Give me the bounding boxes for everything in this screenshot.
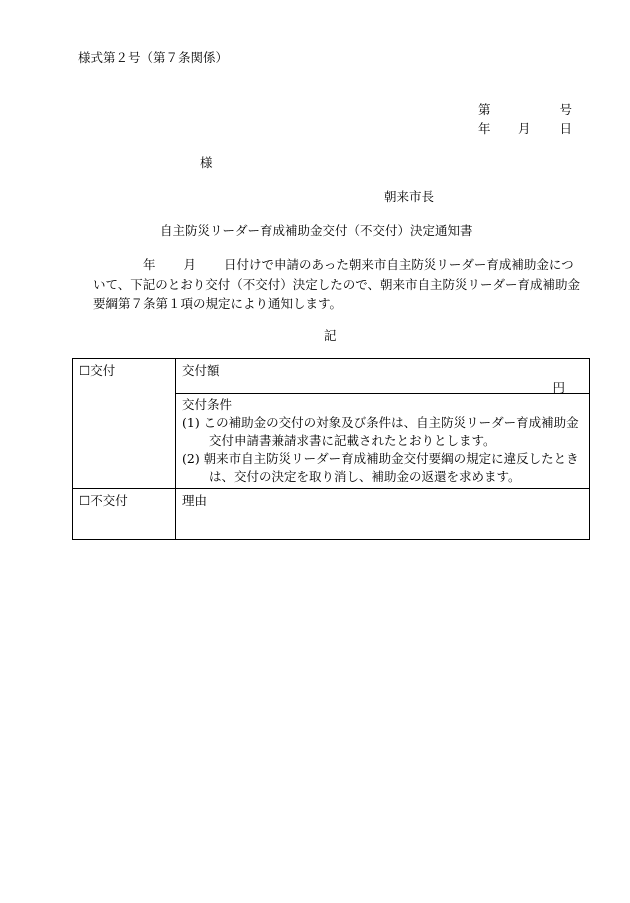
condition-item: (2) 朝来市自主防災リーダー育成補助金交付要綱の規定に違反したときは、交付の決定を取り消し、補助金の返還を求めます。: [182, 451, 579, 484]
date-year: 年: [478, 121, 491, 136]
conditions-title: 交付条件: [182, 397, 233, 412]
recipient-suffix: 様: [200, 155, 213, 170]
grant-decision-table: [72, 358, 590, 540]
conditions-cell: [176, 394, 590, 489]
grant-amount-row: [73, 359, 590, 394]
grant-label: ☐交付: [73, 359, 176, 489]
body-year: 年: [143, 257, 156, 272]
body-paragraph: [93, 255, 583, 314]
non-grant-label: ☐不交付: [73, 489, 176, 540]
sender-name: 朝来市長: [384, 189, 435, 204]
amount-cell: [176, 359, 590, 394]
ki-heading: 記: [324, 328, 337, 343]
reason-label: 理由: [182, 493, 208, 508]
document-title: 自主防災リーダー育成補助金交付（不交付）決定通知書: [160, 223, 473, 238]
yen-unit: 円: [552, 380, 565, 395]
reason-cell: [176, 489, 590, 540]
condition-item: (1) この補助金の交付の対象及び条件は、自主防災リーダー育成補助金交付申請書兼請求書に記載されたとおりとします。: [182, 415, 579, 448]
document-number-go: 号: [559, 102, 572, 117]
date-day: 日: [559, 121, 572, 136]
body-month: 月: [183, 257, 197, 272]
document-number-dai: 第: [478, 102, 491, 117]
date-month: 月: [518, 121, 531, 136]
non-grant-row: [73, 489, 590, 540]
body-text: 日付けで申請のあった朝来市自主防災リーダー育成補助金について、下記のとおり交付（不交付）決定したので、朝来市自主防災リーダー育成補助金要綱第７条第１項の規定により通知します。: [93, 257, 581, 311]
form-number: 様式第２号（第７条関係）: [78, 50, 229, 65]
amount-label: 交付額: [182, 363, 220, 378]
